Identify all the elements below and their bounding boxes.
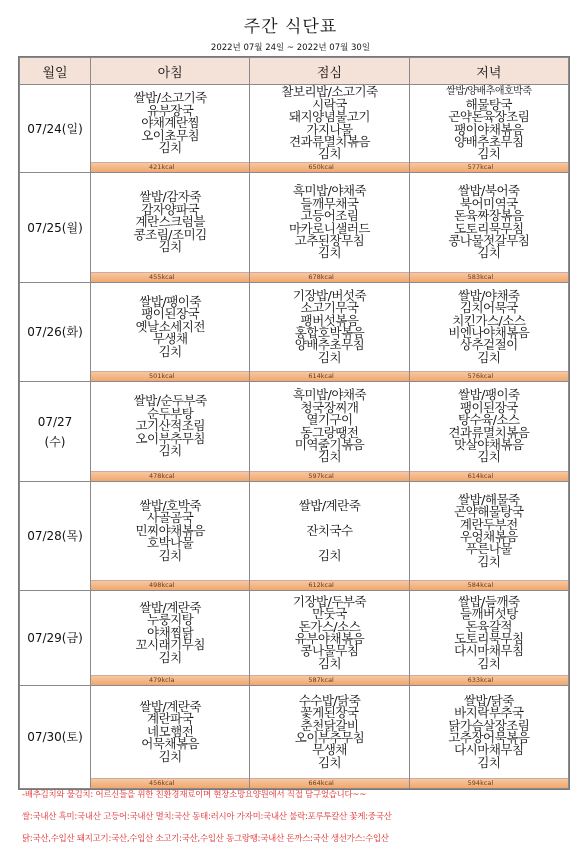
day-row	[20, 85, 569, 173]
lunch-menu	[250, 283, 408, 371]
menu-table	[18, 56, 570, 790]
lunch-menu	[250, 173, 408, 272]
menu-item: 흑미밥/야채죽	[292, 387, 367, 403]
kcal-bar: 597kcal	[250, 471, 408, 481]
breakfast-cell	[91, 482, 250, 591]
menu-item: 쌀밥/계란죽	[139, 599, 201, 615]
menu-item: 어묵채볶음	[141, 736, 200, 752]
kcal-bar: 664kcal	[250, 778, 408, 788]
breakfast-cell	[91, 591, 250, 686]
menu-item: 우엉채볶음	[459, 529, 518, 544]
menu-item: 무생채	[312, 742, 347, 758]
menu-item: 콩나물무침	[300, 643, 359, 659]
dinner-cell	[409, 85, 568, 173]
kcal-bar: 678kcal	[250, 272, 408, 282]
menu-item: 민찌야채볶음	[135, 522, 205, 538]
menu-item: 흑미밥/야채죽	[292, 183, 367, 199]
menu-item: 도토리묵무침	[454, 220, 524, 236]
notes	[18, 783, 568, 849]
menu-item: 열기구이	[306, 412, 353, 428]
date-range: 2022년 07월 24일 ~ 2022년 07월 30일	[210, 43, 371, 53]
kcal-bar: 479kcla	[91, 675, 249, 685]
kcal-bar: 587kcal	[250, 675, 408, 685]
menu-item: 네모햄전	[147, 723, 194, 739]
menu-item: 계란두부전	[459, 516, 518, 532]
kcal-bar: 455kcal	[91, 272, 249, 282]
menu-item: 팽버섯볶음	[300, 312, 359, 328]
menu-item: 쌀밥/들깨죽	[458, 593, 520, 609]
menu-item: 기장밥/버섯죽	[292, 287, 367, 303]
kcal-bar: 614kcal	[410, 471, 568, 481]
menu-item: 홍합호박볶음	[294, 325, 365, 340]
menu-item: 닭가슴살장조림	[448, 717, 530, 733]
menu-item: 김치	[158, 748, 182, 764]
menu-item: 감자양파국	[141, 201, 200, 217]
header-lunch: 점심	[250, 58, 409, 85]
menu-item: 잔치국수	[306, 522, 353, 538]
menu-item: 계란파국	[147, 711, 194, 727]
lunch-menu	[250, 482, 408, 580]
breakfast-menu	[91, 85, 249, 162]
menu-item: 다시마채무침	[454, 742, 524, 758]
menu-item: 가지나물	[306, 121, 353, 137]
menu-item: 미역줄기볶음	[294, 436, 365, 452]
menu-item: 꽃게된장국	[300, 705, 359, 721]
menu-item: 쌀밥/팽이죽	[458, 387, 520, 403]
menu-item: 오이부추무침	[135, 430, 205, 446]
dinner-menu	[410, 482, 568, 580]
menu-item: 무생채	[152, 331, 188, 347]
menu-item: 팽이야채볶음	[454, 121, 524, 137]
day-date: 07/28(목)	[20, 482, 91, 591]
lunch-menu	[250, 85, 408, 162]
page-title: 주간 식단표	[243, 17, 338, 37]
lunch-menu	[250, 686, 408, 778]
dinner-cell	[409, 482, 568, 591]
menu-item: 비엔나야채볶음	[448, 325, 530, 340]
menu-item: 김치어묵국	[459, 300, 518, 316]
menu-item: 김치	[317, 449, 342, 465]
kcal-bar: 612kcal	[250, 580, 408, 590]
menu-item: 콩조림/조미김	[133, 226, 207, 242]
day-date: 07/27 (수)	[20, 382, 91, 482]
lunch-cell	[250, 283, 409, 382]
breakfast-menu	[91, 591, 249, 675]
header-breakfast: 아침	[91, 58, 250, 85]
menu-item: 김치	[158, 343, 182, 359]
menu-item: 쌀밥/호박죽	[139, 497, 201, 513]
dinner-cell	[409, 382, 568, 482]
menu-item: 찰보리밥/소고기죽	[281, 84, 378, 100]
menu-item: 양배추초무침	[454, 133, 524, 149]
breakfast-menu	[91, 283, 249, 371]
day-row	[20, 283, 569, 382]
menu-item: 돈육짜장볶음	[454, 208, 524, 224]
menu-item: 쌀밥/순두부죽	[133, 393, 207, 409]
dinner-cell	[409, 686, 568, 789]
menu-item: 곤약돈육장조림	[448, 109, 530, 125]
kcal-bar: 421kcal	[91, 162, 249, 172]
note-kimchi: -배추김치와 물김치: 어르신들을 위한 친환경재료이며 현장소망요양원에서 직접 담구었습니다~~	[22, 789, 367, 799]
menu-item: 김치	[477, 553, 501, 569]
menu-item: 돈가스/소스	[298, 618, 361, 634]
menu-item: 쌀밥/팽이죽	[139, 293, 201, 309]
menu-item: 순두부탕	[147, 405, 194, 421]
lunch-cell	[250, 382, 409, 482]
menu-item: 맛살야채볶음	[454, 436, 524, 452]
header-day: 월일	[20, 58, 91, 85]
lunch-cell	[250, 686, 409, 789]
menu-item: 김치	[477, 245, 501, 261]
menu-item: 고추장어묵볶음	[448, 730, 530, 745]
menu-item: 김치	[477, 349, 501, 365]
dinner-menu	[410, 686, 568, 778]
menu-item: 야채찜닭	[147, 624, 194, 640]
menu-item: 탕수육/소스	[458, 412, 520, 428]
kcal-bar: 577kcal	[410, 162, 568, 172]
menu-item: 야채계란찜	[141, 115, 200, 131]
menu-item: 다시마채무침	[454, 643, 524, 659]
menu-item: 쌀밥/야채죽	[458, 287, 520, 303]
menu-item: 유부장국	[147, 102, 194, 118]
day-date: 07/25(월)	[20, 173, 91, 283]
dinner-menu	[410, 283, 568, 371]
menu-item: 시락국	[312, 96, 347, 112]
breakfast-menu	[91, 686, 249, 778]
day-date: 07/24(일)	[20, 85, 91, 173]
menu-item: 고추된장무침	[294, 232, 365, 248]
lunch-cell	[250, 173, 409, 283]
menu-item: 바지락부추국	[454, 705, 524, 721]
dinner-cell	[409, 591, 568, 686]
breakfast-cell	[91, 283, 250, 382]
menu-item: 꼬시래기무침	[135, 637, 205, 653]
kcal-bar: 614kcal	[250, 371, 408, 381]
menu-item: 치킨가스/소스	[452, 312, 526, 328]
menu-item: 김치	[477, 146, 501, 162]
day-date: 07/26(화)	[20, 283, 91, 382]
breakfast-menu	[91, 482, 249, 580]
kcal-bar: 478kcal	[91, 471, 249, 481]
menu-item: 팽이된장국	[459, 399, 518, 415]
header-row	[20, 58, 569, 85]
menu-item: 견과류멸치볶음	[448, 424, 530, 440]
menu-item: 쌀밥/소고기죽	[133, 90, 207, 106]
menu-item: 소고기무국	[300, 300, 359, 316]
menu-item: 김치	[317, 547, 342, 563]
menu-item: 쌀밥/감자죽	[139, 189, 201, 205]
header-dinner: 저녁	[409, 58, 568, 85]
menu-item: 기장밥/두부죽	[292, 593, 367, 609]
menu-item: 콩나물젓갈무침	[448, 232, 530, 248]
breakfast-cell	[91, 686, 250, 789]
menu-item: 김치	[317, 146, 342, 162]
menu-item: 마카로니샐러드	[288, 220, 370, 236]
dinner-cell	[409, 283, 568, 382]
menu-item: 김치	[317, 349, 342, 365]
menu-item: 김치	[158, 239, 182, 255]
menu-item: 만둣국	[312, 606, 347, 622]
menu-item: 양배추초무침	[294, 337, 365, 353]
menu-item: 수수밥/닭죽	[298, 692, 361, 708]
menu-item: 견과류멸치볶음	[288, 133, 370, 149]
kcal-bar: 584kcal	[410, 580, 568, 590]
menu-item: 김치	[158, 649, 182, 665]
menu-item: 김치	[317, 245, 342, 261]
menu-item: 쌀밥/계란죽	[298, 498, 361, 513]
day-row	[20, 482, 569, 591]
menu-item: 사골곰국	[147, 510, 194, 526]
kcal-bar: 576kcal	[410, 371, 568, 381]
lunch-cell	[250, 482, 409, 591]
menu-item: 팽이된장국	[141, 306, 200, 322]
lunch-cell	[250, 591, 409, 686]
day-date: 07/29(금)	[20, 591, 91, 686]
breakfast-menu	[91, 173, 249, 272]
kcal-bar: 501kcal	[91, 371, 249, 381]
menu-item: 북어미역국	[459, 195, 518, 211]
kcal-bar: 498kcal	[91, 580, 249, 590]
kcal-bar: 456kcal	[91, 778, 249, 788]
menu-item: 김치	[477, 449, 501, 465]
breakfast-cell	[91, 173, 250, 283]
breakfast-cell	[91, 382, 250, 482]
menu-item: 계란스크럼블	[135, 214, 205, 230]
menu-item: 유부야채볶음	[294, 631, 365, 646]
menu-item: 오이초무침	[141, 127, 200, 143]
note-origin-2: 닭:국산,수입산 돼지고기:국산,수입산 소고기:국산,수입산 동그랑땡:국내산 돈까스:국산 생선가스:수입산	[22, 833, 389, 843]
menu-item: 고기산적조림	[135, 418, 205, 434]
menu-item: 들깨버섯탕	[459, 606, 518, 622]
menu-item: 김치	[158, 547, 182, 563]
breakfast-menu	[91, 382, 249, 471]
menu-item: 쌀밥/북어죽	[458, 183, 520, 199]
menu-item: 도토리묵무침	[454, 631, 524, 646]
menu-item: 김치	[477, 754, 501, 770]
day-row	[20, 686, 569, 789]
menu-item: 김치	[317, 754, 342, 770]
kcal-bar: 594kcal	[410, 778, 568, 788]
menu-item: 김치	[158, 443, 182, 459]
menu-item: 돈육갈적	[465, 618, 512, 634]
dinner-cell	[409, 173, 568, 283]
dinner-menu	[410, 382, 568, 471]
menu-item: 오이부추무침	[294, 730, 365, 745]
kcal-bar: 583kcal	[410, 272, 568, 282]
lunch-menu	[250, 591, 408, 675]
dinner-menu	[410, 85, 568, 162]
menu-item: 옛날소세지전	[135, 318, 205, 334]
menu-item: 곤약해물탕국	[454, 504, 524, 520]
note-origin-1: 쌀:국내산 흑미:국내산 고등어:국내산 멸치:국산 동태:러시아 가자미:국내산 불락:포루투칼산 꽃게:중국산	[22, 811, 392, 821]
dinner-menu	[410, 173, 568, 272]
lunch-menu	[250, 382, 408, 471]
menu-item: 들깨무채국	[300, 195, 359, 211]
menu-item: 김치	[317, 655, 342, 671]
menu-item: 쌀밥/양배추애호박죽	[446, 86, 532, 98]
day-date: 07/30(토)	[20, 686, 91, 789]
menu-item: 돼지양념불고기	[288, 109, 370, 125]
menu-item: 상추겉절이	[459, 337, 518, 353]
dinner-menu	[410, 591, 568, 675]
day-row	[20, 382, 569, 482]
menu-item: 김치	[158, 140, 182, 156]
day-row	[20, 173, 569, 283]
menu-item: 김치	[477, 655, 501, 671]
menu-item: 춘천닭갈비	[300, 717, 359, 733]
breakfast-cell	[91, 85, 250, 173]
menu-item: 푸른나물	[465, 541, 512, 557]
day-row	[20, 591, 569, 686]
menu-item: 쌀밥/계란죽	[139, 698, 201, 714]
kcal-bar: 633kcal	[410, 675, 568, 685]
menu-item: 고등어조림	[300, 208, 359, 224]
menu-item: 쌀밥/닭죽	[463, 692, 514, 708]
menu-item: 청국장찌개	[300, 399, 359, 415]
lunch-cell	[250, 85, 409, 173]
menu-item: 동그랑땡전	[300, 424, 359, 440]
menu-item: 호박나물	[147, 535, 194, 551]
menu-item: 누룽지탕	[147, 612, 194, 628]
menu-item: 쌀밥/해물죽	[458, 491, 520, 507]
kcal-bar: 650kcal	[250, 162, 408, 172]
menu-item: 해물탕국	[465, 96, 512, 112]
